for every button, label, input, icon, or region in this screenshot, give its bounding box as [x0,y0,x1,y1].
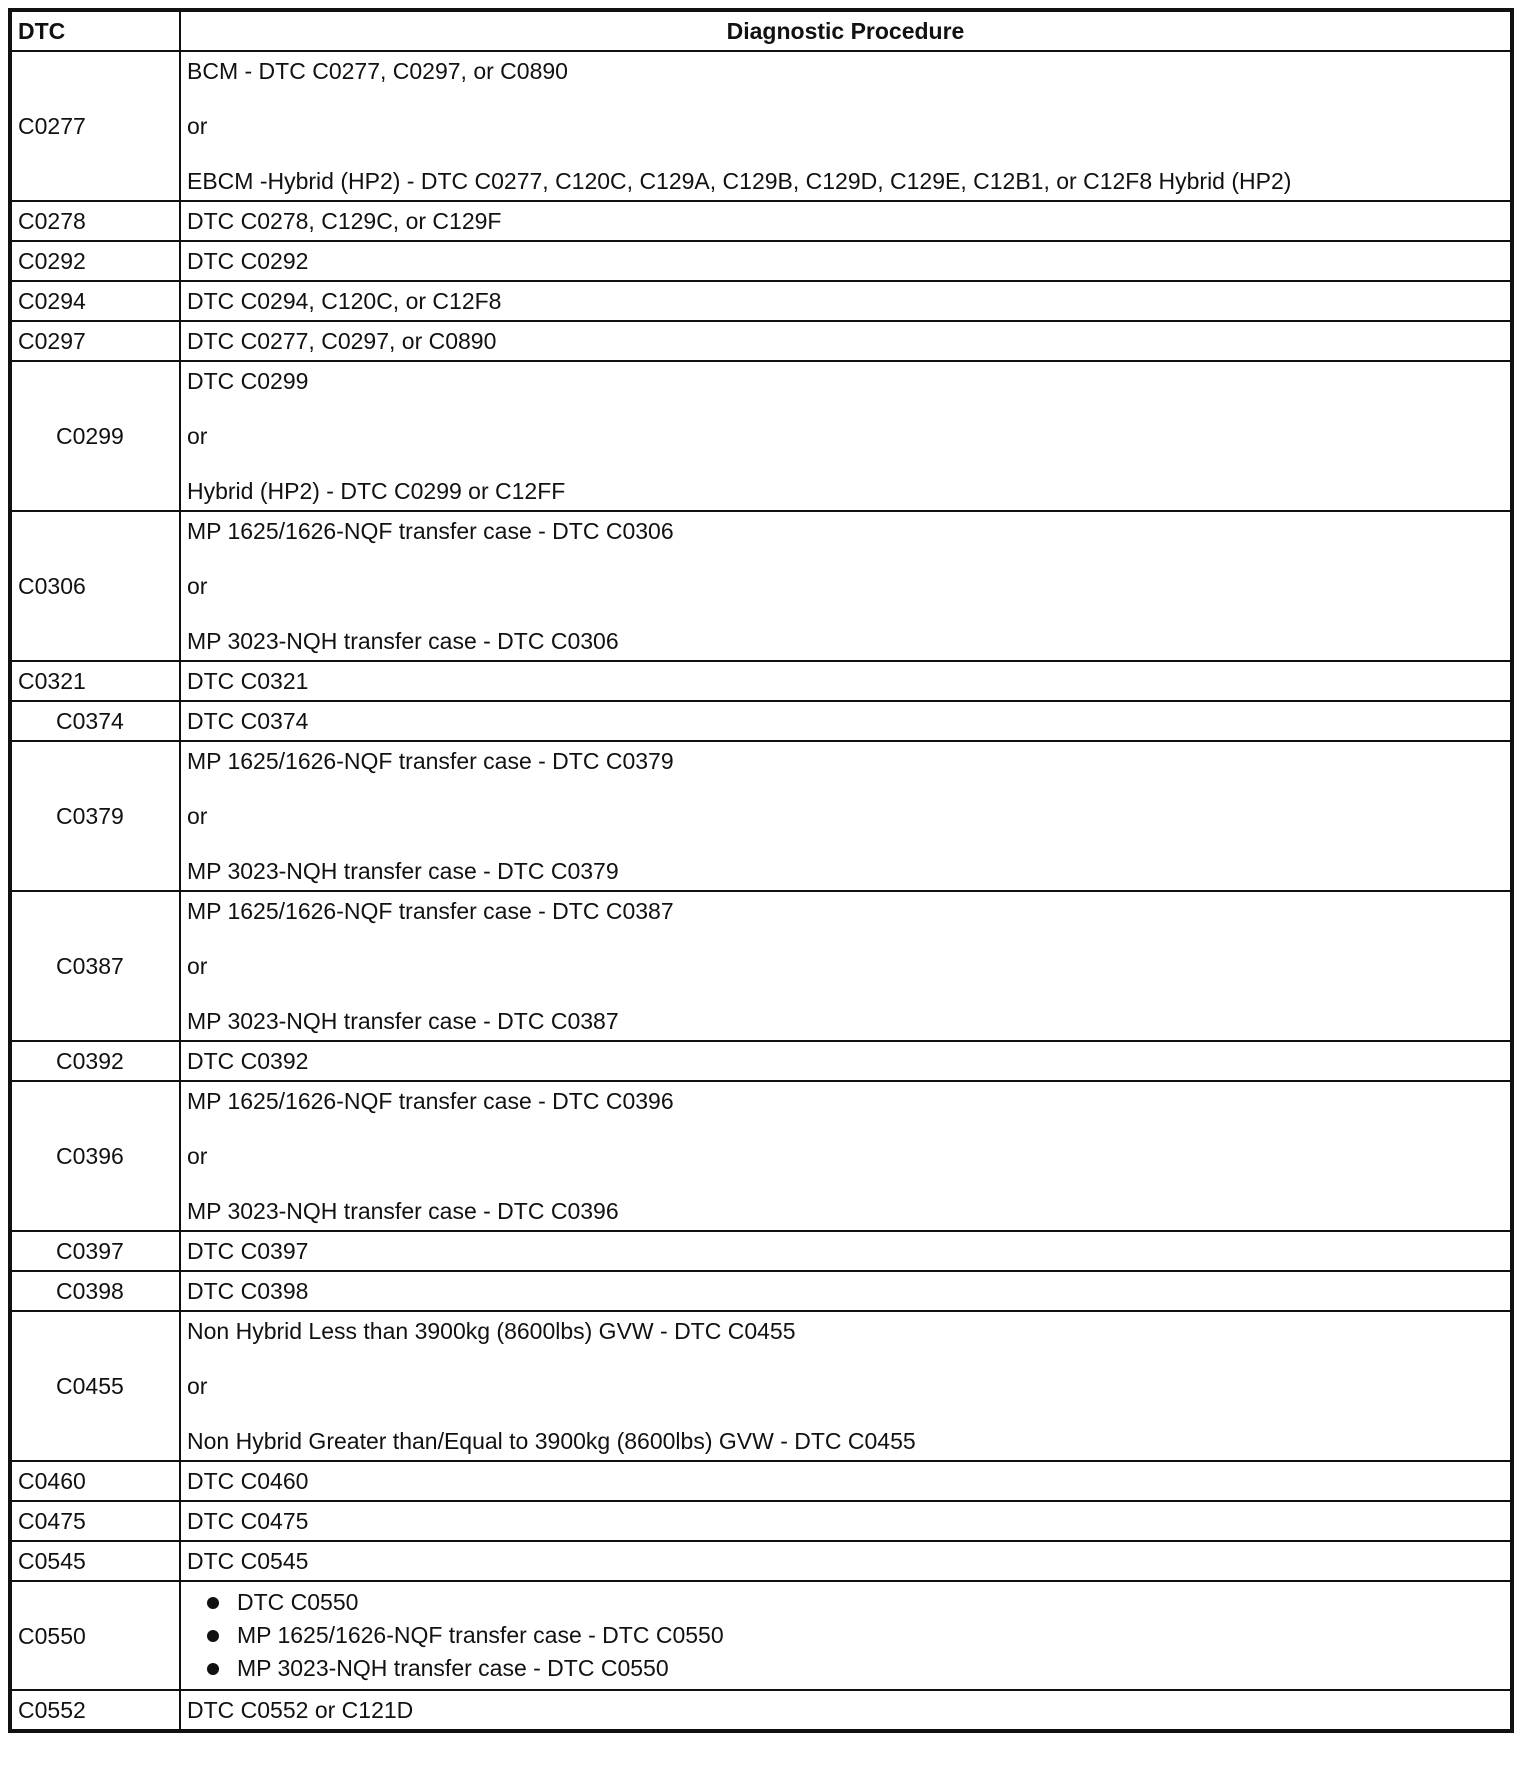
table-row [10,201,1512,241]
procedure-cell [180,1581,1512,1690]
dtc-code: C0387 [10,891,180,1041]
table-row [10,361,1512,511]
dtc-code: C0398 [10,1271,180,1311]
procedure-or: or [187,1373,208,1399]
table-row [10,1311,1512,1461]
procedure-or: or [187,573,208,599]
dtc-code: C0292 [10,241,180,281]
procedure-or: or [187,953,208,979]
table-row [10,701,1512,741]
dtc-code: C0299 [10,361,180,511]
procedure-line: MP 3023-NQH transfer case - DTC C0396 [187,1198,619,1224]
dtc-code: C0552 [10,1690,180,1731]
procedure-line: MP 1625/1626-NQF transfer case - DTC C0396 [187,1088,674,1114]
procedure-line: MP 3023-NQH transfer case - DTC C0387 [187,1008,619,1034]
header-diagnostic-procedure: Diagnostic Procedure [180,10,1512,51]
procedure-line: MP 1625/1626-NQF transfer case - DTC C0306 [187,518,674,544]
table-row [10,1581,1512,1690]
dtc-code: C0392 [10,1041,180,1081]
procedure-cell [180,511,1512,661]
dtc-code: C0297 [10,321,180,361]
procedure-cell: DTC C0292 [180,241,1512,281]
header-dtc: DTC [10,10,180,51]
table-row [10,51,1512,201]
procedure-cell [180,1081,1512,1231]
dtc-code: C0321 [10,661,180,701]
table-row [10,1231,1512,1271]
bullet-dot-icon [207,1597,219,1609]
table-header-row [10,10,1512,51]
procedure-cell: DTC C0397 [180,1231,1512,1271]
table-row [10,1461,1512,1501]
procedure-line: EBCM -Hybrid (HP2) - DTC C0277, C120C, C129A, C129B, C129D, C129E, C12B1, or C12F8 Hybrid (HP2) [187,168,1292,194]
procedure-bullet-list [187,1586,1504,1685]
dtc-code: C0306 [10,511,180,661]
procedure-cell [180,891,1512,1041]
table-row [10,281,1512,321]
table-row [10,1501,1512,1541]
procedure-cell: DTC C0392 [180,1041,1512,1081]
dtc-code: C0545 [10,1541,180,1581]
procedure-cell [180,741,1512,891]
dtc-table [8,8,1514,1733]
list-item [203,1652,1504,1685]
list-item-text: MP 1625/1626-NQF transfer case - DTC C0550 [237,1622,724,1648]
bullet-dot-icon [207,1630,219,1642]
dtc-code: C0550 [10,1581,180,1690]
procedure-line: Non Hybrid Greater than/Equal to 3900kg (8600lbs) GVW - DTC C0455 [187,1428,916,1454]
procedure-cell: DTC C0294, C120C, or C12F8 [180,281,1512,321]
table-row [10,511,1512,661]
procedure-line: Hybrid (HP2) - DTC C0299 or C12FF [187,478,566,504]
procedure-or: or [187,1143,208,1169]
dtc-table-container [8,8,1514,1733]
procedure-or: or [187,113,208,139]
table-row [10,241,1512,281]
dtc-code: C0397 [10,1231,180,1271]
table-row [10,1541,1512,1581]
list-item-text: MP 3023-NQH transfer case - DTC C0550 [237,1655,669,1681]
procedure-line: MP 3023-NQH transfer case - DTC C0306 [187,628,619,654]
table-row [10,891,1512,1041]
dtc-code: C0374 [10,701,180,741]
table-row [10,1041,1512,1081]
dtc-code: C0475 [10,1501,180,1541]
procedure-line: MP 1625/1626-NQF transfer case - DTC C0379 [187,748,674,774]
procedure-cell: DTC C0475 [180,1501,1512,1541]
procedure-line: DTC C0299 [187,368,309,394]
dtc-code: C0396 [10,1081,180,1231]
procedure-cell: DTC C0460 [180,1461,1512,1501]
table-row [10,1690,1512,1731]
table-row [10,321,1512,361]
list-item [203,1619,1504,1652]
dtc-code: C0294 [10,281,180,321]
procedure-line: MP 1625/1626-NQF transfer case - DTC C0387 [187,898,674,924]
procedure-line: MP 3023-NQH transfer case - DTC C0379 [187,858,619,884]
procedure-cell: DTC C0374 [180,701,1512,741]
procedure-cell: DTC C0398 [180,1271,1512,1311]
dtc-code: C0379 [10,741,180,891]
procedure-cell [180,1311,1512,1461]
list-item-text: DTC C0550 [237,1589,359,1615]
table-row [10,741,1512,891]
dtc-code: C0278 [10,201,180,241]
dtc-code: C0460 [10,1461,180,1501]
bullet-dot-icon [207,1663,219,1675]
procedure-cell [180,361,1512,511]
procedure-cell: DTC C0321 [180,661,1512,701]
procedure-or: or [187,423,208,449]
procedure-cell: DTC C0545 [180,1541,1512,1581]
procedure-cell: DTC C0277, C0297, or C0890 [180,321,1512,361]
table-row [10,1081,1512,1231]
procedure-cell: DTC C0278, C129C, or C129F [180,201,1512,241]
dtc-code: C0455 [10,1311,180,1461]
list-item [203,1586,1504,1619]
table-row [10,661,1512,701]
procedure-line: BCM - DTC C0277, C0297, or C0890 [187,58,568,84]
table-row [10,1271,1512,1311]
procedure-cell: DTC C0552 or C121D [180,1690,1512,1731]
procedure-or: or [187,803,208,829]
procedure-cell [180,51,1512,201]
dtc-code: C0277 [10,51,180,201]
procedure-line: Non Hybrid Less than 3900kg (8600lbs) GVW - DTC C0455 [187,1318,796,1344]
